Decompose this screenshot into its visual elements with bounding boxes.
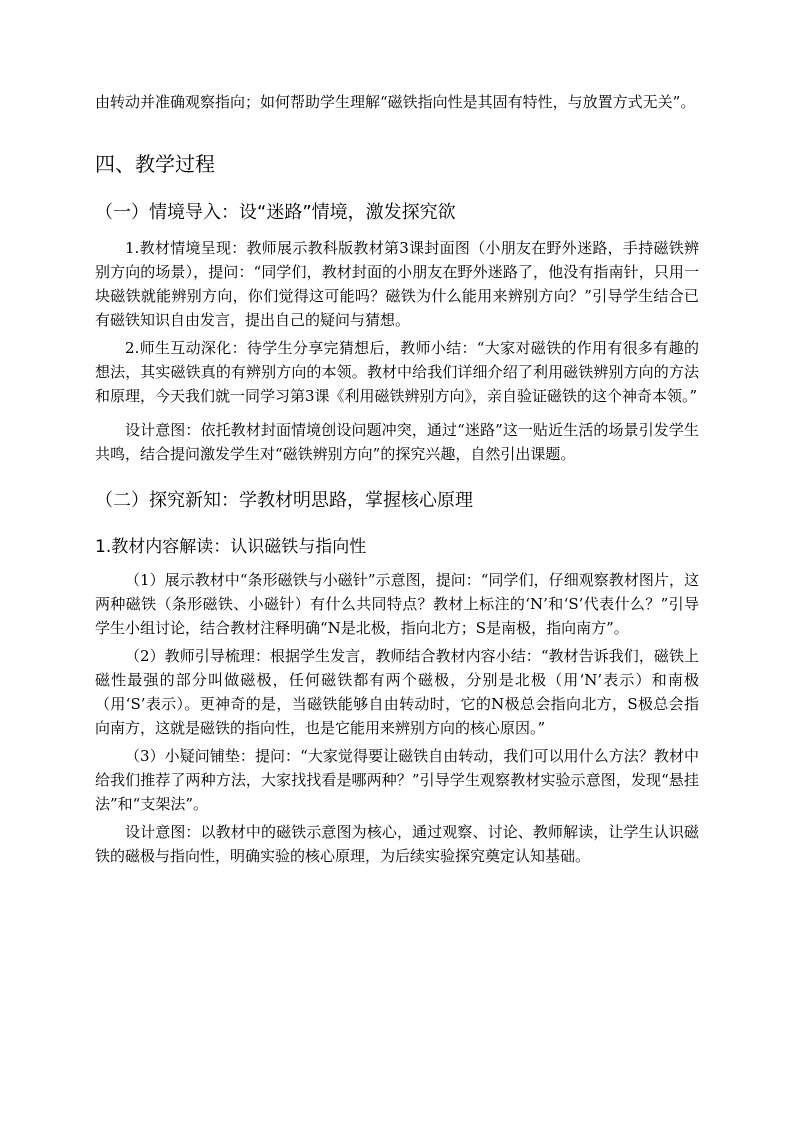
part1-design-intent: 设计意图：依托教材封面情境创设问题冲突，通过“迷路”这一贴近生活的场景引发学生共鸣，结合提问激发学生对“磁铁辨别方向”的探究兴趣，自然引出课题。	[95, 421, 699, 463]
intro-tail-paragraph: 由转动并准确观察指向；如何帮助学生理解“磁铁指向性是其固有特性，与放置方式无关”。	[95, 93, 696, 111]
part1-heading: （一）情境导入：设“迷路”情境，激发探究欲	[95, 202, 456, 223]
part2-paragraph-2: （2）教师引导梳理：根据学生发言，教师结合教材内容小结：“教材告诉我们，磁铁上磁性最强的部分叫做磁极，任何磁铁都有两个磁极，分别是北极（用‘N’表示）和南极（用‘S’表示）。更神奇的是，当磁铁能够自由转动时，它的N极总会指向北方，S极总会指向南方，这就是磁铁的指向性，也是它能用来辨别方向的核心原因。”	[95, 647, 699, 737]
part2-heading: （二）探究新知：学教材明思路，掌握核心原理	[95, 490, 473, 511]
part1-paragraph-1: 1.教材情境呈现：教师展示教科版教材第3课封面图（小朋友在野外迷路，手持磁铁辨别方向的场景），提问：“同学们，教材封面的小朋友在野外迷路了，他没有指南针，只用一块磁铁就能辨别方向，你们觉得这可能吗？磁铁为什么能用来辨别方向？”引导学生结合已有磁铁知识自由发言，提出自己的疑问与猜想。	[95, 239, 699, 329]
section-heading-teaching-process: 四、教学过程	[95, 152, 215, 176]
part2-paragraph-3: （3）小疑问铺垫：提问：“大家觉得要让磁铁自由转动，我们可以用什么方法？教材中给我们推荐了两种方法，大家找找看是哪两种？”引导学生观察教材实验示意图，发现“悬挂法”和“支架法”。	[95, 747, 699, 813]
part1-paragraph-2: 2.师生互动深化：待学生分享完猜想后，教师小结：“大家对磁铁的作用有很多有趣的想法，其实磁铁真的有辨别方向的本领。教材中给我们详细介绍了利用磁铁辨别方向的方法和原理，今天我们就一同学习第3课《利用磁铁辨别方向》，亲自验证磁铁的这个神奇本领。”	[95, 339, 699, 405]
part2-sub1-heading: 1.教材内容解读：认识磁铁与指向性	[95, 537, 367, 557]
document-page	[95, 90, 699, 868]
part2-design-intent: 设计意图：以教材中的磁铁示意图为核心，通过观察、讨论、教师解读，让学生认识磁铁的磁极与指向性，明确实验的核心原理，为后续实验探究奠定认知基础。	[95, 823, 699, 865]
part2-paragraph-1: （1）展示教材中“条形磁铁与小磁针”示意图，提问：“同学们，仔细观察教材图片，这两种磁铁（条形磁铁、小磁针）有什么共同特点？教材上标注的‘N’和‘S’代表什么？”引导学生小组讨论，结合教材注释明确“N是北极，指向北方；S是南极，指向南方”。	[95, 571, 699, 637]
